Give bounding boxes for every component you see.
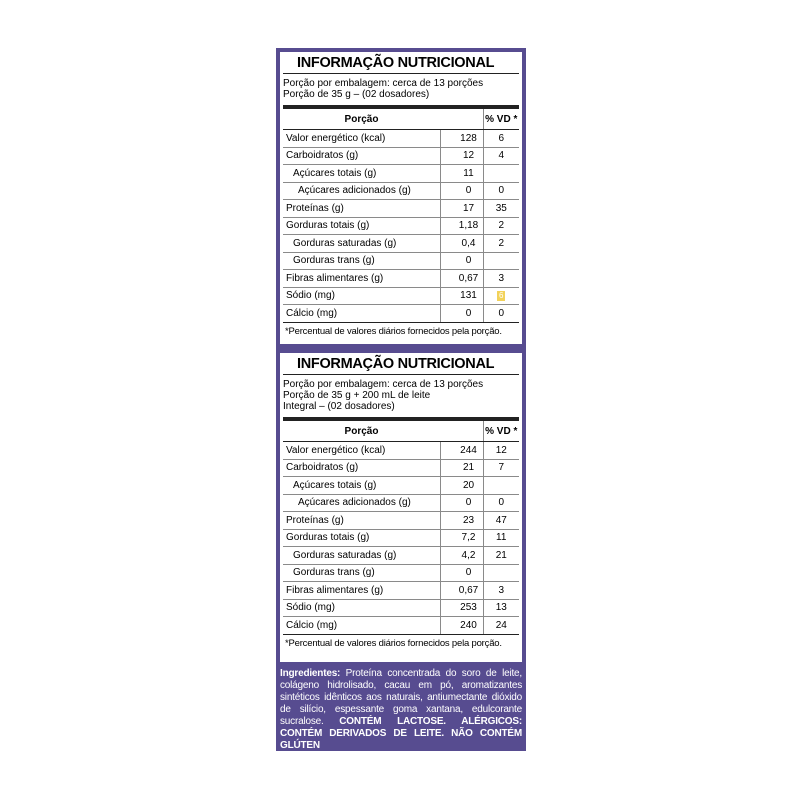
table-row bbox=[283, 547, 519, 565]
nutrient-value: 23 bbox=[440, 512, 483, 530]
nutrient-name: Sódio (mg) bbox=[283, 287, 440, 305]
table-row bbox=[283, 252, 519, 270]
portion-line: Porção de 35 g + 200 mL de leite bbox=[283, 390, 431, 401]
nutrient-name: Proteínas (g) bbox=[283, 200, 440, 218]
nutrient-name: Fibras alimentares (g) bbox=[283, 582, 440, 600]
nutrient-name: Fibras alimentares (g) bbox=[283, 270, 440, 288]
nutrient-value: 0 bbox=[440, 182, 483, 200]
nutrient-vd: 12 bbox=[483, 442, 519, 460]
nutrient-name: Carboidratos (g) bbox=[283, 459, 440, 477]
nutrient-vd: 47 bbox=[483, 512, 519, 530]
nutrient-vd: 11 bbox=[483, 529, 519, 547]
table-row bbox=[283, 477, 519, 495]
nutrient-vd bbox=[483, 252, 519, 270]
table-row bbox=[283, 582, 519, 600]
nutrient-name: Açúcares adicionados (g) bbox=[283, 182, 440, 200]
table-row bbox=[283, 270, 519, 288]
nutrient-vd bbox=[483, 287, 519, 305]
header-row bbox=[283, 109, 519, 130]
vd-header: % VD * bbox=[483, 109, 519, 130]
nutrient-name: Gorduras saturadas (g) bbox=[283, 235, 440, 253]
nutrient-vd: 13 bbox=[483, 599, 519, 617]
nutrition-table-1 bbox=[280, 52, 522, 344]
nutrient-value: 21 bbox=[440, 459, 483, 477]
nutrient-value: 0 bbox=[440, 305, 483, 323]
table-row bbox=[283, 617, 519, 635]
nutrient-vd bbox=[483, 564, 519, 582]
nutrient-vd: 7 bbox=[483, 459, 519, 477]
nutrient-name: Gorduras saturadas (g) bbox=[283, 547, 440, 565]
nutrient-value: 0 bbox=[440, 564, 483, 582]
nutrient-name: Cálcio (mg) bbox=[283, 617, 440, 635]
table-title: INFORMAÇÃO NUTRICIONAL bbox=[283, 54, 519, 74]
table-row bbox=[283, 494, 519, 512]
nutrient-value: 4,2 bbox=[440, 547, 483, 565]
portion-header: Porção bbox=[283, 109, 440, 130]
nutrient-name: Gorduras totais (g) bbox=[283, 529, 440, 547]
portion-info bbox=[283, 375, 519, 417]
nutrient-value: 0,67 bbox=[440, 582, 483, 600]
nutrient-value: 240 bbox=[440, 617, 483, 635]
table-row bbox=[283, 564, 519, 582]
value-header bbox=[440, 421, 483, 442]
nutrient-name: Valor energético (kcal) bbox=[283, 442, 440, 460]
table-row bbox=[283, 287, 519, 305]
nutrient-vd: 2 bbox=[483, 217, 519, 235]
nutrient-value: 1,18 bbox=[440, 217, 483, 235]
table-row bbox=[283, 235, 519, 253]
nutrient-vd bbox=[483, 477, 519, 495]
nutrient-vd: 4 bbox=[483, 147, 519, 165]
nutrient-name: Açúcares totais (g) bbox=[283, 165, 440, 183]
ingredients-label: Ingredientes: bbox=[280, 668, 341, 679]
nutrient-name: Cálcio (mg) bbox=[283, 305, 440, 323]
nutrient-name: Sódio (mg) bbox=[283, 599, 440, 617]
nutrient-value: 0 bbox=[440, 252, 483, 270]
nutrient-vd: 6 bbox=[483, 130, 519, 148]
nutrient-name: Proteínas (g) bbox=[283, 512, 440, 530]
nutrient-value: 128 bbox=[440, 130, 483, 148]
portion-info bbox=[283, 74, 519, 105]
nutrient-value: 131 bbox=[440, 287, 483, 305]
nutrient-vd: 3 bbox=[483, 270, 519, 288]
nutrient-value: 12 bbox=[440, 147, 483, 165]
portion-line: Porção de 35 g – (02 dosadores) bbox=[283, 89, 430, 100]
ingredients-list: Proteína concentrada do soro de leite, colágeno hidrolisado, cacau em pó, aromatizantes sintéticos idênticos aos naturais, antiumectante dióxido de silício, espessante goma xantana, edulcorante sucralose. bbox=[280, 668, 522, 727]
nutrient-table bbox=[283, 421, 519, 635]
footnote: *Percentual de valores diários fornecidos pela porção. bbox=[285, 637, 502, 649]
nutrition-table-2 bbox=[280, 353, 522, 662]
header-row bbox=[283, 421, 519, 442]
nutrient-name: Valor energético (kcal) bbox=[283, 130, 440, 148]
nutrient-vd: 24 bbox=[483, 617, 519, 635]
nutrient-value: 0 bbox=[440, 494, 483, 512]
nutrient-vd: 0 bbox=[483, 494, 519, 512]
nutrient-value: 253 bbox=[440, 599, 483, 617]
value-header bbox=[440, 109, 483, 130]
table-row bbox=[283, 442, 519, 460]
vd-header: % VD * bbox=[483, 421, 519, 442]
nutrient-vd: 3 bbox=[483, 582, 519, 600]
nutrient-name: Gorduras totais (g) bbox=[283, 217, 440, 235]
table-row bbox=[283, 599, 519, 617]
table-row bbox=[283, 147, 519, 165]
table-title: INFORMAÇÃO NUTRICIONAL bbox=[283, 355, 519, 375]
table-row bbox=[283, 200, 519, 218]
table-row bbox=[283, 165, 519, 183]
nutrient-value: 0,4 bbox=[440, 235, 483, 253]
nutrient-value: 0,67 bbox=[440, 270, 483, 288]
table-row bbox=[283, 305, 519, 323]
portion-line: Porção por embalagem: cerca de 13 porções bbox=[283, 379, 484, 390]
nutrition-label-panel bbox=[276, 48, 526, 751]
nutrient-name: Açúcares adicionados (g) bbox=[283, 494, 440, 512]
nutrient-name: Açúcares totais (g) bbox=[283, 477, 440, 495]
nutrient-vd: 0 bbox=[483, 305, 519, 323]
nutrient-value: 11 bbox=[440, 165, 483, 183]
nutrient-value: 244 bbox=[440, 442, 483, 460]
nutrient-table bbox=[283, 109, 519, 323]
nutrient-name: Gorduras trans (g) bbox=[283, 252, 440, 270]
nutrient-name: Carboidratos (g) bbox=[283, 147, 440, 165]
portion-line: Porção por embalagem: cerca de 13 porções bbox=[283, 78, 484, 89]
table-row bbox=[283, 130, 519, 148]
nutrient-vd: 35 bbox=[483, 200, 519, 218]
nutrient-value: 17 bbox=[440, 200, 483, 218]
footnote: *Percentual de valores diários fornecidos pela porção. bbox=[285, 325, 502, 337]
nutrient-vd: 2 bbox=[483, 235, 519, 253]
table-row bbox=[283, 217, 519, 235]
nutrient-vd: 0 bbox=[483, 182, 519, 200]
table-row bbox=[283, 182, 519, 200]
table-row bbox=[283, 529, 519, 547]
table-row bbox=[283, 459, 519, 477]
portion-header: Porção bbox=[283, 421, 440, 442]
allergen-warning: CONTÉM LACTOSE. ALÉRGICOS: CONTÉM DERIVADOS DE LEITE. NÃO CONTÉM GLÚTEN bbox=[280, 716, 522, 751]
table-row bbox=[283, 512, 519, 530]
nutrient-value: 7,2 bbox=[440, 529, 483, 547]
nutrient-name: Gorduras trans (g) bbox=[283, 564, 440, 582]
vd-highlight: 6 bbox=[499, 291, 504, 301]
portion-line: Integral – (02 dosadores) bbox=[283, 401, 395, 412]
ingredients-text bbox=[280, 668, 522, 752]
nutrient-value: 20 bbox=[440, 477, 483, 495]
nutrient-vd bbox=[483, 165, 519, 183]
nutrient-vd: 21 bbox=[483, 547, 519, 565]
